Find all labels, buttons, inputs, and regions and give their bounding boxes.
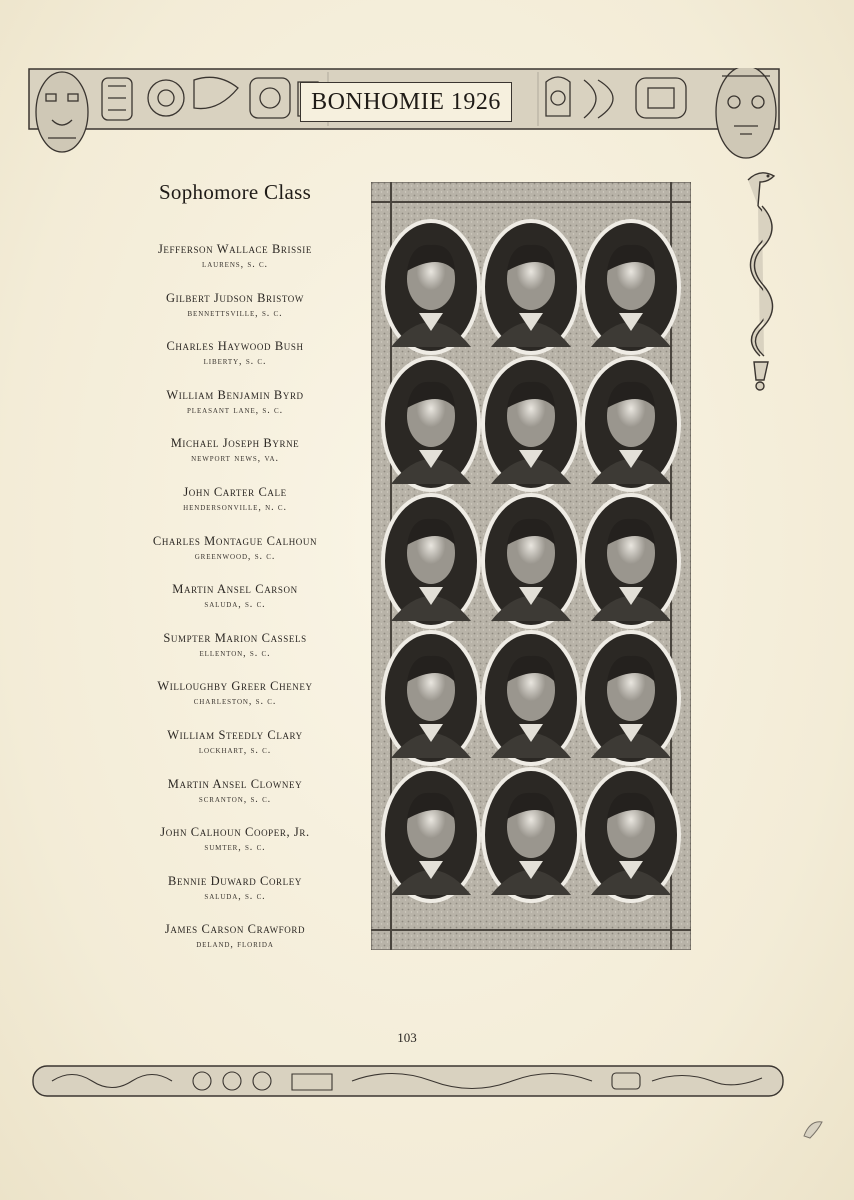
- roster-entry: [130, 582, 340, 631]
- roster-entry: [130, 922, 340, 971]
- portrait-photo: [581, 493, 681, 629]
- student-hometown: laurens, s. c.: [202, 259, 268, 270]
- student-name: Martin Ansel Carson: [172, 582, 298, 597]
- student-hometown: scranton, s. c.: [198, 793, 272, 805]
- student-name: Gilbert Judson Bristow: [166, 290, 304, 305]
- roster-entry: [130, 874, 340, 923]
- section-heading: Sophomore Class: [158, 180, 312, 204]
- student-hometown: saluda, s. c.: [204, 890, 266, 902]
- roster-entry: [130, 777, 340, 826]
- student-hometown: deland, florida: [196, 939, 274, 951]
- student-hometown: bennettsville, s. c.: [187, 307, 283, 319]
- roster-entry: [130, 631, 340, 680]
- student-hometown: hendersonville, n. c.: [183, 501, 287, 513]
- student-name: Willoughby Greer Cheney: [157, 679, 313, 694]
- portrait-photo: [581, 356, 681, 492]
- student-hometown: sumter, s. c.: [204, 842, 266, 854]
- roster-entry: [130, 339, 340, 388]
- student-name: Charles Montague Calhoun: [152, 533, 318, 548]
- student-roster: [130, 242, 340, 971]
- portrait-photo: [481, 767, 581, 903]
- student-name: Jefferson Wallace Brissie: [157, 242, 313, 256]
- portrait-grid: [381, 219, 681, 903]
- portrait-panel: [371, 182, 691, 950]
- student-name: Sumpter Marion Cassels: [163, 630, 307, 645]
- student-name: Martin Ansel Clowney: [167, 776, 303, 791]
- student-name: John Carter Cale: [183, 484, 287, 499]
- roster-entry: [130, 485, 340, 534]
- portrait-photo: [581, 630, 681, 766]
- student-name: Michael Joseph Byrne: [170, 436, 300, 451]
- roster-entry: [130, 534, 340, 583]
- footer-ornament-band-icon: [32, 1064, 784, 1100]
- student-hometown: pleasant lane, s. c.: [186, 404, 283, 416]
- student-hometown: greenwood, s. c.: [194, 550, 276, 562]
- roster-entry: [130, 728, 340, 777]
- page-number: 103: [397, 1030, 417, 1045]
- student-name: Charles Haywood Bush: [166, 339, 304, 354]
- student-name: William Steedly Clary: [167, 727, 303, 742]
- student-hometown: liberty, s. c.: [203, 356, 267, 368]
- page-corner-mark-icon: [800, 1116, 826, 1142]
- roster-entry: [130, 242, 340, 291]
- serpent-ornament-icon: [738, 166, 782, 392]
- portrait-photo: [481, 356, 581, 492]
- roster-entry: [130, 388, 340, 437]
- student-hometown: ellenton, s. c.: [199, 647, 271, 659]
- portrait-photo: [581, 767, 681, 903]
- roster-entry: [130, 291, 340, 340]
- portrait-photo: [381, 493, 481, 629]
- student-hometown: charleston, s. c.: [193, 696, 277, 708]
- portrait-photo: [381, 356, 481, 492]
- yearbook-title: BONHOMIE 1926: [300, 82, 512, 122]
- student-hometown: saluda, s. c.: [204, 599, 266, 611]
- student-name: William Benjamin Byrd: [166, 387, 304, 402]
- student-hometown: lockhart, s. c.: [198, 744, 272, 756]
- roster-entry: [130, 679, 340, 728]
- roster-entry: [130, 825, 340, 874]
- portrait-photo: [581, 219, 681, 355]
- student-name: John Calhoun Cooper, Jr.: [160, 825, 310, 840]
- student-name: Bennie Duward Corley: [168, 873, 302, 888]
- portrait-photo: [481, 493, 581, 629]
- student-hometown: newport news, va.: [191, 453, 279, 465]
- portrait-photo: [481, 219, 581, 355]
- portrait-photo: [381, 767, 481, 903]
- roster-entry: [130, 436, 340, 485]
- portrait-photo: [381, 630, 481, 766]
- portrait-photo: [481, 630, 581, 766]
- portrait-photo: [381, 219, 481, 355]
- student-name: James Carson Crawford: [164, 922, 306, 937]
